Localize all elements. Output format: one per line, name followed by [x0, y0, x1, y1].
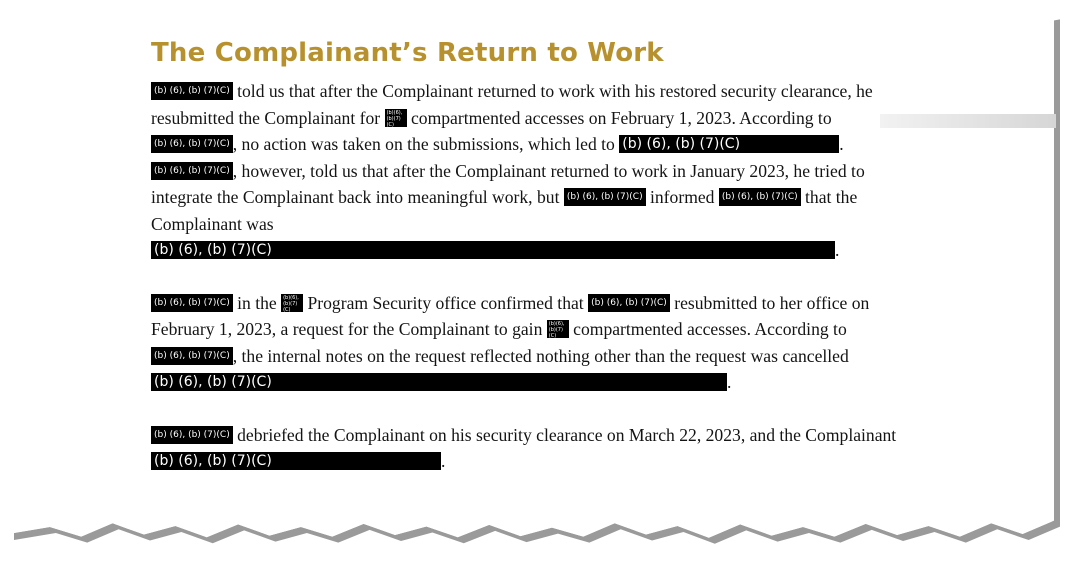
redaction-box-wide: (b) (6), (b) (7)(C) — [151, 452, 441, 470]
paragraph-2 — [151, 290, 911, 396]
redaction-box: (b) (6), (b) (7)(C) — [151, 294, 233, 312]
section-title: The Complainant’s Return to Work — [151, 38, 664, 68]
text-run: told us that after the Complainant returned to work with his restored security clearance, he resubmitted the Complainant for — [151, 81, 873, 128]
redaction-box-wide: (b) (6), (b) (7)(C) — [151, 373, 355, 391]
text-run: in the — [232, 292, 282, 313]
text-run: that the Complainant was — [151, 187, 858, 234]
redaction-box-tiny: (b)(6), (b)(7)(C) — [547, 320, 569, 338]
redaction-box-blank — [355, 373, 727, 391]
text-run: informed — [645, 187, 719, 207]
redaction-box: (b) (6), (b) (7)(C) — [151, 347, 233, 365]
text-run: . — [839, 134, 844, 154]
text-run: . — [441, 451, 446, 471]
text-run: , however, told us that after the Complainant returned to work in January 2023, he tried to integrate the Complainant back into meaningful work, but — [151, 160, 865, 207]
redaction-box: (b) (6), (b) (7)(C) — [151, 135, 233, 153]
text-run: . — [727, 372, 732, 392]
redaction-box: (b) (6), (b) (7)(C) — [564, 188, 646, 206]
text-run: Program Security office confirmed that — [303, 292, 589, 313]
text-run: resubmitted to her office on February 1, 2023, a request for the Complainant to gain — [151, 292, 870, 339]
redaction-box: (b) (6), (b) (7)(C) — [719, 188, 801, 206]
redaction-box: (b) (6), (b) (7)(C) — [151, 426, 233, 444]
text-run: , the internal notes on the request reflected nothing other than the request was cancelled — [232, 345, 849, 366]
redaction-box-tiny: (b)(6), (b)(7)(C) — [385, 109, 407, 127]
text-run: . — [835, 240, 840, 260]
document-body — [151, 38, 911, 475]
text-run: compartmented accesses on February 1, 2023. According to — [406, 107, 832, 128]
paragraph-3 — [151, 422, 911, 475]
redaction-box-tiny: (b)(6), (b)(7)(C) — [281, 294, 303, 312]
paragraph-1 — [151, 78, 911, 264]
text-run: , no action was taken on the submissions, which led to — [232, 134, 620, 154]
text-run: compartmented accesses. According to — [568, 319, 847, 339]
redaction-box: (b) (6), (b) (7)(C) — [588, 294, 670, 312]
redaction-box-wide: (b) (6), (b) (7)(C) — [151, 241, 835, 259]
redaction-box-wide: (b) (6), (b) (7)(C) — [619, 135, 839, 153]
redaction-box: (b) (6), (b) (7)(C) — [151, 162, 233, 180]
text-run: debriefed the Complainant on his security clearance on March 22, 2023, and the Complainant — [232, 424, 897, 445]
redaction-box: (b) (6), (b) (7)(C) — [151, 82, 233, 100]
